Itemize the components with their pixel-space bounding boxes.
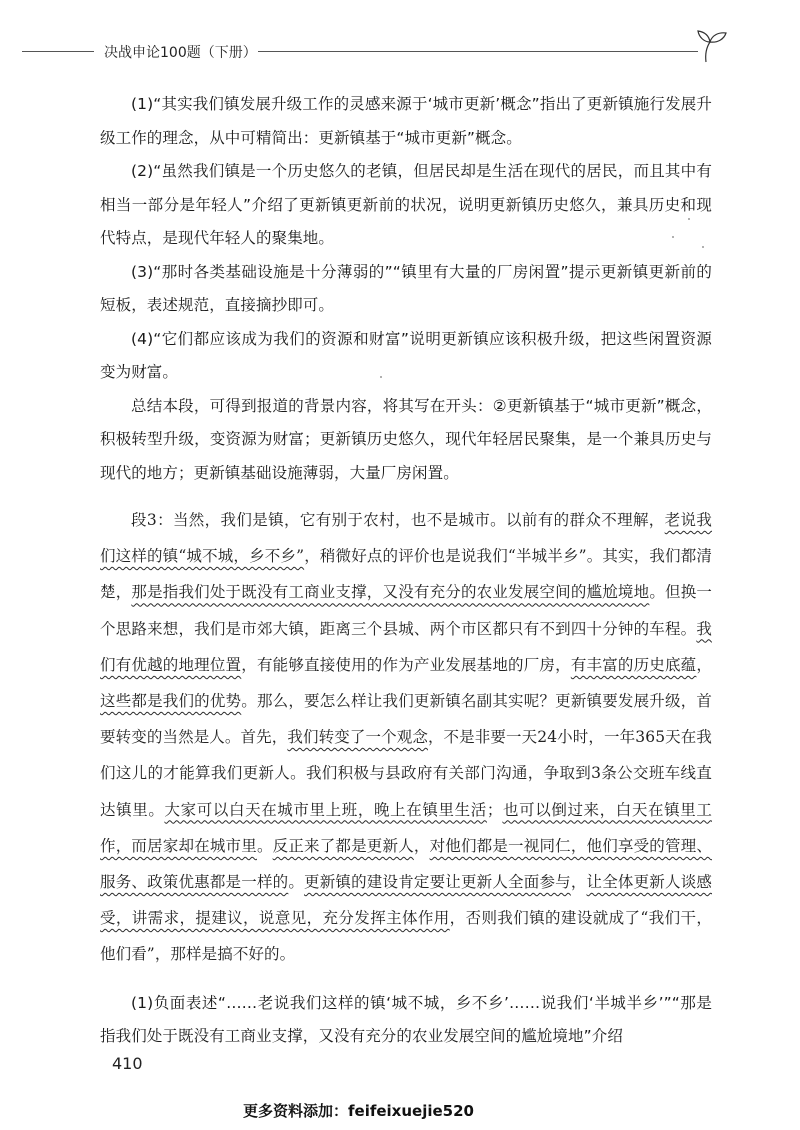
passage-text: ，不是非要一天24小时，一年365天在我们这儿的才能算我们更新人。我们积极与县政府有关部门沟通，争取到3条公交班车线直达镇里。 — [100, 728, 712, 819]
underlined-phrase: 反正来了都是更新人 — [272, 836, 414, 855]
passage-text: ，稍微好点的评价也是说我们“半城半乡”。其实，我们都清楚， — [100, 547, 712, 602]
analysis-summary: 总结本段，可得到报道的背景内容，将其写在开头：②更新镇基于“城市更新”概念，积极转型升级，变资源为财富；更新镇历史悠久，现代年轻居民聚集，是一个兼具历史与现代的地方；更新镇基础设施薄弱，大量厂房闲置。 — [100, 396, 712, 482]
passage-text: ， — [696, 655, 712, 674]
underlined-phrase: 老说我们这样的镇“城不城，乡不乡” — [100, 511, 712, 566]
underlined-phrase: 有丰富的历史底蕴 — [570, 655, 697, 674]
passage-text: 。 — [288, 873, 305, 892]
underlined-phrase: 我们转变了一个观念 — [287, 728, 428, 747]
underlined-phrase: 也可以倒过来，白天在镇里工作，而居家却在城市里 — [100, 800, 712, 855]
running-header — [22, 38, 712, 62]
underlined-phrase: 我们有优越的地理位置 — [100, 619, 712, 674]
analysis-point-3: (3)“那时各类基础设施是十分薄弱的”“镇里有大量的厂房闲置”提示更新镇更新前的短板，表述规范，直接摘抄即可。 — [100, 262, 712, 314]
analysis-point-1: (1)“其实我们镇发展升级工作的灵感来源于‘城市更新’概念”指出了更新镇施行发展升级工作的理念，从中可精简出：更新镇基于“城市更新”概念。 — [100, 95, 712, 147]
passage-text: ，否则我们镇的建设就成了“我们干，他们看”，那样是搞不好的。 — [100, 909, 712, 964]
underlined-phrase: 这些都是我们的优势 — [100, 692, 242, 711]
passage-text: 。 — [256, 836, 273, 855]
book-title: 决战申论100题（下册） — [104, 45, 257, 61]
header-rule-right — [258, 51, 698, 52]
passage-text: 。但换一个思路来想，我们是市郊大镇，距离三个县城、两个市区都只有不到四十分钟的车程。 — [100, 583, 712, 638]
passage-text: ， — [413, 836, 430, 855]
underlined-phrase: 对他们都是一视同仁，他们享受的管理、服务、政策优惠都是一样的 — [100, 836, 712, 892]
passage-text: ， — [570, 873, 587, 892]
underlined-phrase: 大家可以白天在城市里上班，晚上在镇里生活 — [164, 800, 487, 819]
underlined-phrase: 更新镇的建设肯定要让更新人全面参与 — [304, 873, 571, 892]
underlined-phrase: 让全体更新人谈感受，讲需求，提建议，说意见，充分发挥主体作用 — [100, 873, 712, 928]
source-passage — [100, 502, 712, 973]
sprout-icon — [692, 28, 732, 64]
analysis-continuation: (1)负面表述“……老说我们这样的镇‘城不城，乡不乡’……说我们‘半城半乡’”“那是指我们处于既没有工商业支撑，又没有充分的农业发展空间的尴尬境地”介绍 — [100, 993, 712, 1046]
header-rule-left — [22, 51, 94, 52]
passage-text: 。那么，要怎么样让我们更新镇名副其实呢？更新镇要发展升级，首要转变的当然是人。首先， — [100, 692, 712, 747]
page-number: 410 — [112, 1054, 143, 1073]
analysis-point-4: (4)“它们都应该成为我们的资源和财富”说明更新镇应该积极升级，把这些闲置资源变为财富。 — [100, 329, 712, 381]
passage-text: ，有能够直接使用的作为产业发展基地的厂房， — [241, 655, 571, 674]
passage-paragraph-3 — [100, 502, 712, 973]
footer-contact-note: 更多资料添加：feifeixuejie520 — [243, 1102, 474, 1120]
analysis-point-2: (2)“虽然我们镇是一个历史悠久的老镇，但居民却是生活在现代的居民，而且其中有相当一部分是年轻人”介绍了更新镇更新前的状况，说明更新镇历史悠久，兼具历史和现代特点，是现代年轻人的聚集地。 — [100, 162, 712, 247]
underlined-phrase: 那是指我们处于既没有工商业支撑，又没有充分的农业发展空间的尴尬境地 — [131, 583, 650, 602]
passage-text: 段3：当然，我们是镇，它有别于农村，也不是城市。以前有的群众不理解， — [131, 511, 665, 529]
page-body — [100, 88, 712, 1054]
passage-text: ； — [486, 800, 503, 819]
